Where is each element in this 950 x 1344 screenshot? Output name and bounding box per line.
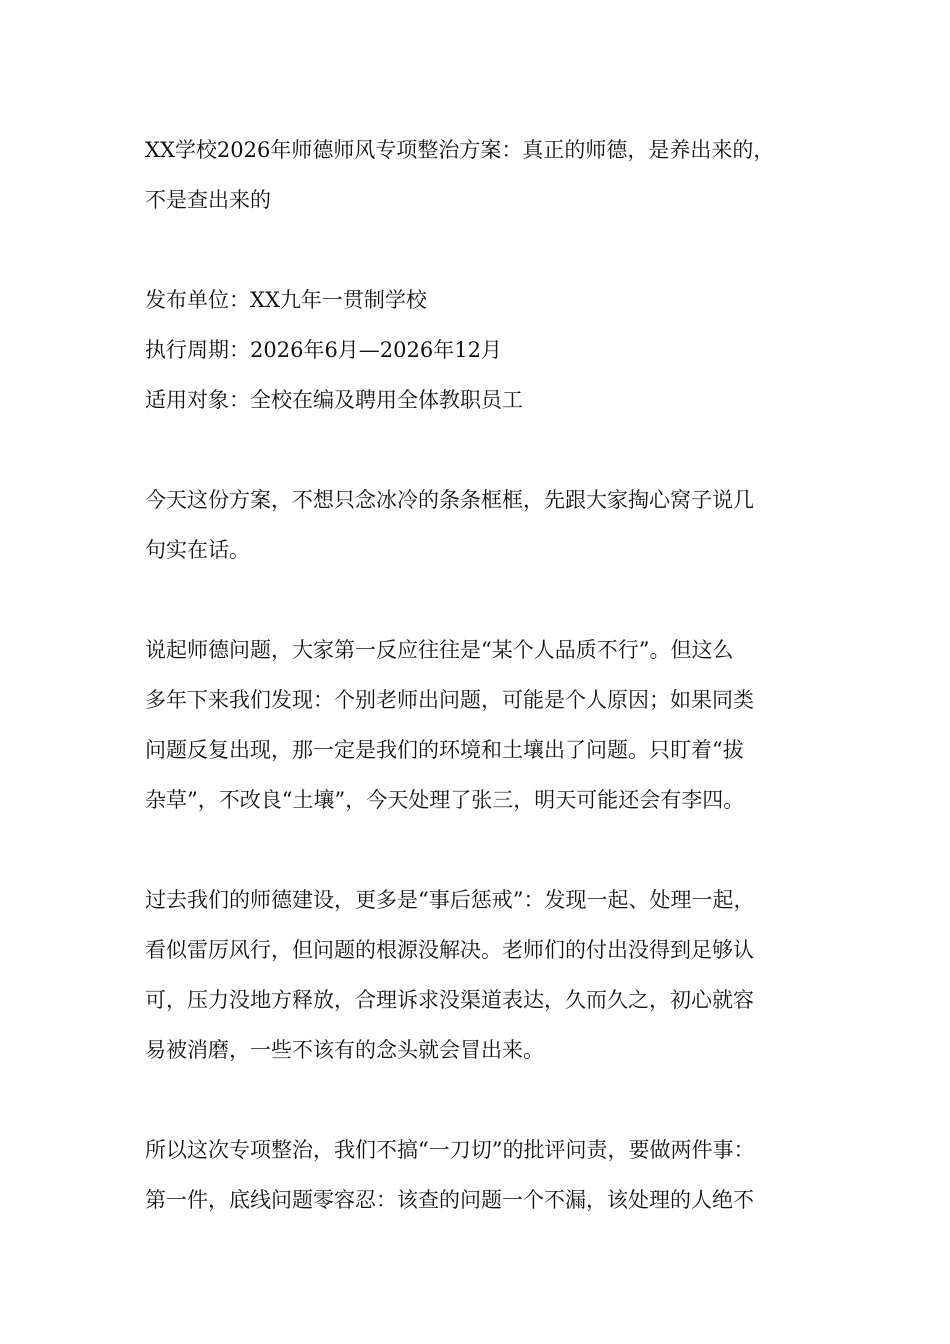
paragraph-3-line-2: 看似雷厉风行，但问题的根源没解决。老师们的付出没得到足够认 — [145, 938, 754, 962]
document-title-line-1: XX学校2026年师德师风专项整治方案：真正的师德，是养出来的， — [145, 138, 775, 162]
audience-line: 适用对象：全校在编及聘用全体教职员工 — [145, 388, 523, 412]
paragraph-2-line-2: 多年下来我们发现：个别老师出问题，可能是个人原因；如果同类 — [145, 688, 754, 712]
publisher-line: 发布单位：XX九年一贯制学校 — [145, 288, 427, 312]
paragraph-3-line-4: 易被消磨，一些不该有的念头就会冒出来。 — [145, 1038, 544, 1062]
document-title-line-2: 不是查出来的 — [145, 188, 271, 212]
paragraph-3-line-1: 过去我们的师德建设，更多是“事后惩戒”：发现一起、处理一起， — [145, 888, 755, 912]
period-line: 执行周期：2026年6月—2026年12月 — [145, 338, 502, 362]
paragraph-2-line-4: 杂草”，不改良“土壤”，今天处理了张三，明天可能还会有李四。 — [145, 788, 745, 812]
paragraph-2-line-1: 说起师德问题，大家第一反应往往是“某个人品质不行”。但这么 — [145, 638, 734, 662]
paragraph-4-line-1: 所以这次专项整治，我们不搞“一刀切”的批评问责，要做两件事： — [145, 1138, 755, 1162]
paragraph-2-line-3: 问题反复出现，那一定是我们的环境和土壤出了问题。只盯着“拔 — [145, 738, 744, 762]
paragraph-4-line-2: 第一件，底线问题零容忍：该查的问题一个不漏，该处理的人绝不 — [145, 1188, 754, 1212]
paragraph-3-line-3: 可，压力没地方释放，合理诉求没渠道表达，久而久之，初心就容 — [145, 988, 754, 1012]
paragraph-1-line-1: 今天这份方案，不想只念冰冷的条条框框，先跟大家掏心窝子说几 — [145, 488, 754, 512]
paragraph-1-line-2: 句实在话。 — [145, 538, 250, 562]
